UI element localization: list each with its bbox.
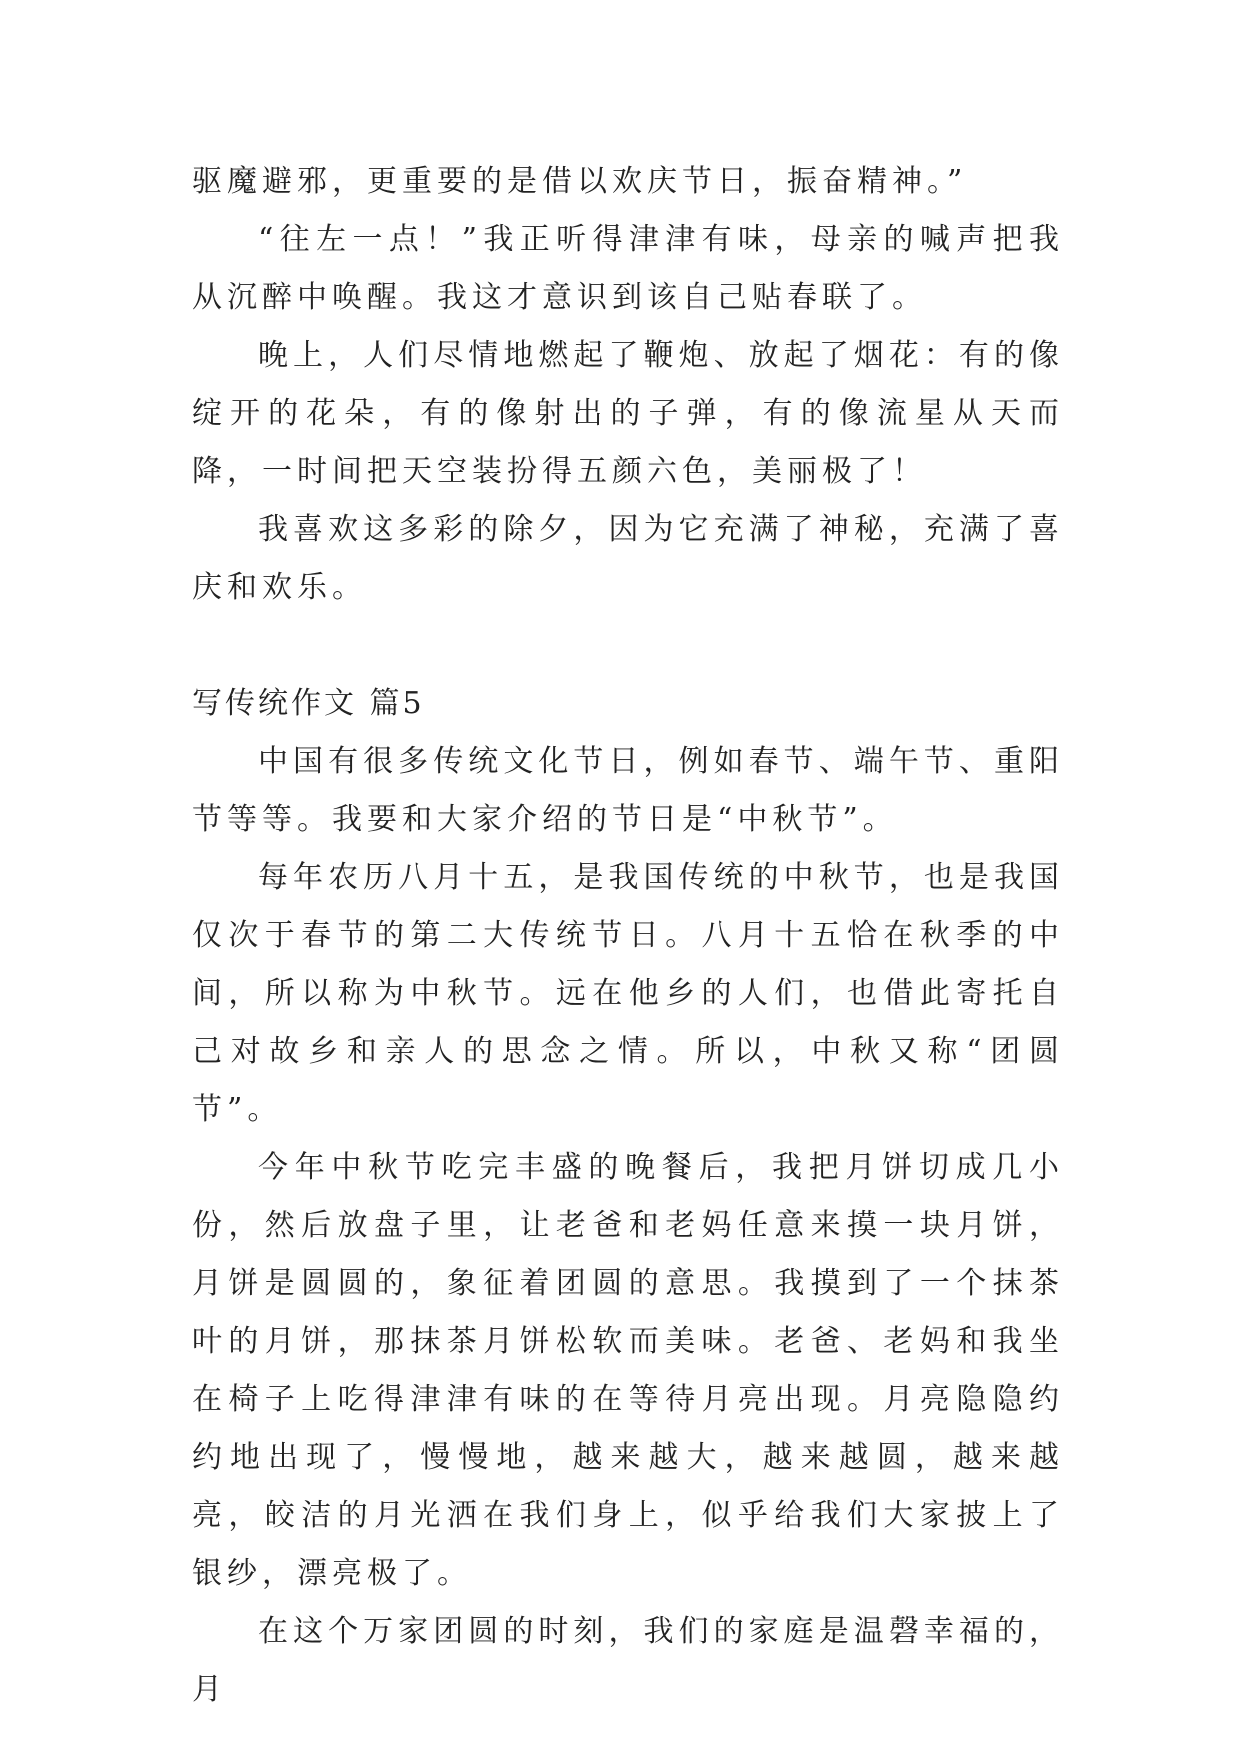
paragraph: 晚上，人们尽情地燃起了鞭炮、放起了烟花：有的像绽开的花朵，有的像射出的子弹，有的像流星从天而降，一时间把天空装扮得五颜六色，美丽极了！ bbox=[192, 338, 1064, 489]
paragraph: 我喜欢这多彩的除夕，因为它充满了神秘，充满了喜庆和欢乐。 bbox=[192, 512, 1064, 605]
paragraph: 中国有很多传统文化节日，例如春节、端午节、重阳节等等。我要和大家介绍的节日是“中秋节”。 bbox=[192, 744, 1064, 837]
section-heading: 写传统作文 篇5 bbox=[192, 686, 425, 721]
paragraph: 每年农历八月十五，是我国传统的中秋节，也是我国仅次于春节的第二大传统节日。八月十五恰在秋季的中间，所以称为中秋节。远在他乡的人们，也借此寄托自己对故乡和亲人的思念之情。所以，中秋又称“团圆节”。 bbox=[192, 860, 1064, 1127]
paragraph: 今年中秋节吃完丰盛的晚餐后，我把月饼切成几小份，然后放盘子里，让老爸和老妈任意来摸一块月饼，月饼是圆圆的，象征着团圆的意思。我摸到了一个抹茶叶的月饼，那抹茶月饼松软而美味。老爸、老妈和我坐在椅子上吃得津津有味的在等待月亮出现。月亮隐隐约约地出现了，慢慢地，越来越大，越来越圆，越来越亮，皎洁的月光洒在我们身上，似乎给我们大家披上了银纱，漂亮极了。 bbox=[192, 1150, 1064, 1591]
paragraph: “往左一点！”我正听得津津有味，母亲的喊声把我从沉醉中唤醒。我这才意识到该自己贴春联了。 bbox=[192, 222, 1064, 315]
document-body bbox=[192, 153, 1064, 1719]
paragraph: 在这个万家团圆的时刻，我们的家庭是温磬幸福的，月 bbox=[192, 1614, 1064, 1707]
paragraph: 驱魔避邪，更重要的是借以欢庆节日，振奋精神。” bbox=[192, 164, 968, 199]
